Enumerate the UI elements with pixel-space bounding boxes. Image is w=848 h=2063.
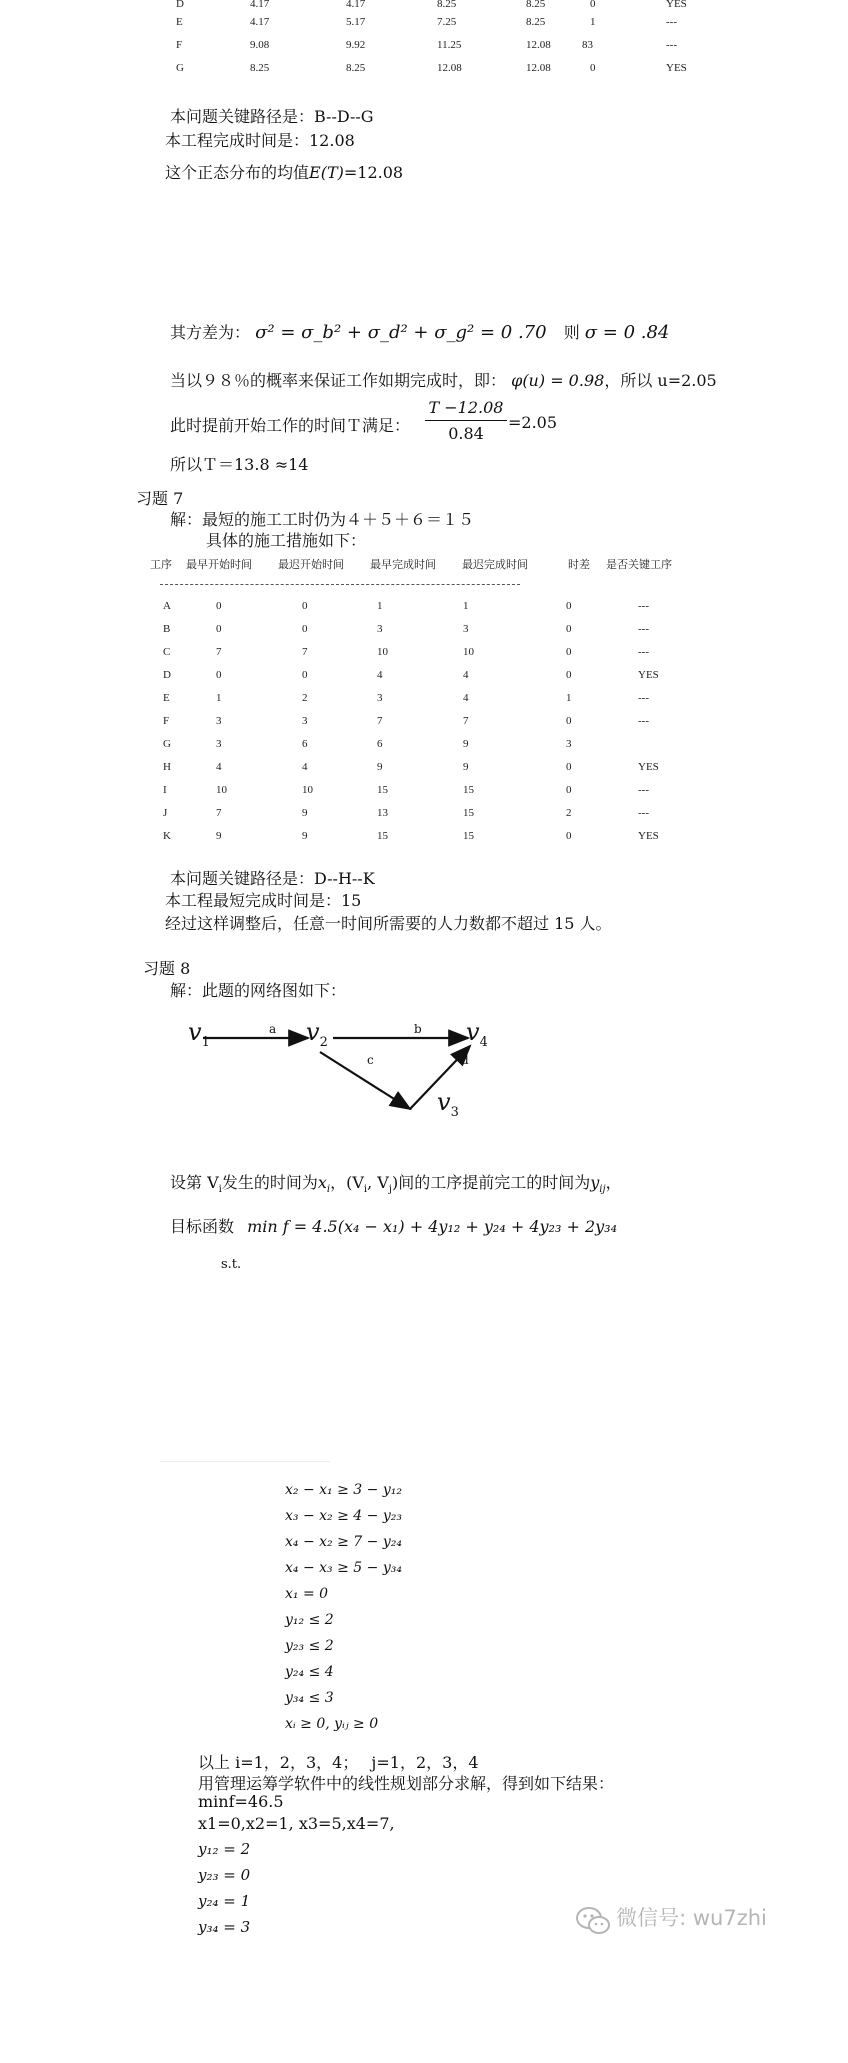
table-cell: 3	[216, 715, 222, 727]
completion-time-line: 本工程完成时间是：12.08	[165, 131, 355, 150]
subject-to: s.t.	[221, 1257, 242, 1272]
constraint: x₄ − x₂ ≥ 7 − y₂₄	[285, 1534, 402, 1550]
table-cell: 7	[216, 646, 222, 658]
table-cell: 7	[216, 807, 222, 819]
table-cell: 15	[463, 830, 474, 842]
table-cell: 4	[463, 692, 469, 704]
table-cell: 8.25	[526, 0, 546, 10]
table-cell: 9	[216, 830, 222, 842]
table-cell: 4.17	[346, 0, 366, 10]
table-cell: 0	[216, 623, 222, 635]
problem-7-solution: 解：最短的施工工时仍为４＋５＋６＝１５	[170, 510, 475, 529]
table-cell: E	[176, 16, 183, 28]
problem-8-intro: 解：此题的网络图如下：	[170, 981, 347, 1000]
y-result: y₂₃ = 0	[198, 1866, 251, 1884]
table-cell: 10	[377, 646, 388, 658]
table-cell: ---	[666, 39, 677, 51]
table-cell: 9	[302, 807, 308, 819]
table-header: 时差	[568, 559, 590, 571]
table-cell: B	[163, 623, 171, 635]
table-cell: 1	[377, 600, 383, 612]
table-cell: C	[163, 646, 171, 658]
variance-expr: σ² = σ_b² + σ_d² + σ_g² = 0 .70	[255, 322, 547, 343]
table-cell: 3	[216, 738, 222, 750]
table-cell: ---	[638, 646, 649, 658]
variance-line: 其方差为： σ² = σ_b² + σ_d² + σ_g² = 0 .70 则 σ = 0 .84	[170, 322, 670, 343]
table-cell: 1	[216, 692, 222, 704]
table-cell: G	[163, 738, 171, 750]
problem-7-measures: 具体的施工措施如下：	[206, 531, 367, 550]
table-cell: 4.17	[250, 0, 270, 10]
table-cell: 0	[566, 784, 572, 796]
table-cell: YES	[638, 761, 659, 773]
table-cell: 0	[566, 623, 572, 635]
table-cell: 2	[302, 692, 308, 704]
wechat-icon	[575, 1906, 611, 1936]
constraint: y₃₄ ≤ 3	[285, 1690, 334, 1706]
p7-shortest-time: 本工程最短完成时间是：15	[165, 891, 362, 910]
objective-expr: min f = 4.5(x₄ − x₁) + 4y₁₂ + y₂₄ + 4y₂₃ + 2y₃₄	[247, 1217, 617, 1236]
table-cell: 9	[377, 761, 383, 773]
constraint: xᵢ ≥ 0, yᵢⱼ ≥ 0	[285, 1716, 379, 1732]
mean-expr: E(T)	[309, 163, 344, 182]
table-cell: ---	[638, 784, 649, 796]
y-result: y₁₂ = 2	[198, 1840, 251, 1858]
table-cell: 3	[463, 623, 469, 635]
table-cell: 0	[566, 669, 572, 681]
y-result: y₂₄ = 1	[198, 1892, 251, 1910]
table-cell: 10	[302, 784, 313, 796]
table-cell: 4	[302, 761, 308, 773]
table-cell: 7	[463, 715, 469, 727]
therefore-line: 所以Ｔ＝13.8 ≈14	[170, 455, 309, 474]
indices-line: 以上 i=1，2，3，4； j=1，2，3，4	[198, 1753, 479, 1772]
table-cell: ---	[666, 16, 677, 28]
table-cell: I	[163, 784, 167, 796]
table-cell: 6	[302, 738, 308, 750]
table-cell: 9.08	[250, 39, 270, 51]
fraction-result: =2.05	[508, 413, 558, 432]
table-cell: 4	[377, 669, 383, 681]
table-cell: 10	[463, 646, 474, 658]
probability-line: 当以９８％的概率来保证工作如期完成时，即： φ(u) = 0.98，所以 u=2.05	[170, 371, 717, 390]
table-header: 是否关键工序	[606, 559, 672, 571]
edge-b-label: b	[414, 1022, 422, 1036]
table-cell: 8.25	[346, 62, 366, 74]
table-cell: 15	[463, 784, 474, 796]
table-cell: 0	[566, 715, 572, 727]
table-cell: A	[163, 600, 171, 612]
table-cell: 0	[216, 600, 222, 612]
table-cell: 0	[566, 761, 572, 773]
table-cell: ---	[638, 715, 649, 727]
table-header: 最早开始时间	[186, 559, 252, 571]
table-cell: 0	[302, 669, 308, 681]
table-cell: D	[163, 669, 171, 681]
table-header: 最迟开始时间	[278, 559, 344, 571]
table-cell: ---	[638, 623, 649, 635]
table-cell: 8.25	[437, 0, 457, 10]
table-cell: G	[176, 62, 184, 74]
table-cell: 5.17	[346, 16, 366, 28]
p7-adjust-note: 经过这样调整后，任意一时间所需要的人力数都不超过 15 人。	[165, 914, 612, 933]
constraint: y₂₃ ≤ 2	[285, 1638, 334, 1654]
table-cell: 2	[566, 807, 572, 819]
edge-a-label: a	[269, 1022, 277, 1036]
table-cell: 12.08	[437, 62, 462, 74]
table-cell: YES	[638, 830, 659, 842]
constraint: x₁ = 0	[285, 1586, 329, 1602]
table-cell: K	[163, 830, 171, 842]
table-cell: 1	[566, 692, 572, 704]
table-cell: J	[163, 807, 168, 819]
minf-result: minf=46.5	[198, 1792, 284, 1811]
advance-time-line: 此时提前开始工作的时间Ｔ满足：	[170, 416, 411, 435]
table-header: 最早完成时间	[370, 559, 436, 571]
y-result: y₃₄ = 3	[198, 1918, 251, 1936]
table-cell: 7.25	[437, 16, 457, 28]
x-results: x1=0,x2=1, x3=5,x4=7,	[198, 1814, 395, 1833]
node-v4: $v_4$	[466, 1018, 488, 1050]
problem-7-heading: 习题 7	[136, 489, 184, 508]
table-cell: F	[176, 39, 183, 51]
table-cell: 0	[216, 669, 222, 681]
table-cell: 8.25	[250, 62, 270, 74]
table-header: 最迟完成时间	[462, 559, 528, 571]
problem-8-heading: 习题 8	[143, 959, 191, 978]
table-cell: 10	[216, 784, 227, 796]
table-cell: 15	[463, 807, 474, 819]
table-cell: 15	[377, 784, 388, 796]
table-cell: 1	[463, 600, 469, 612]
table-cell: YES	[638, 669, 659, 681]
table-cell: 12.08	[526, 62, 551, 74]
phi-expr: φ(u) = 0.98	[511, 371, 605, 390]
edge-d-label: d	[461, 1053, 469, 1067]
table-cell: 0	[590, 0, 596, 10]
table-header: 工序	[150, 559, 172, 571]
table-divider	[160, 584, 520, 585]
table-cell: YES	[666, 0, 687, 10]
sigma-expr: σ = 0 .84	[584, 322, 670, 343]
table-cell: F	[163, 715, 170, 727]
fraction-numerator: T −12.08	[428, 398, 504, 417]
table-cell: 4.17	[250, 16, 270, 28]
edge-c-arrow	[320, 1052, 410, 1109]
fraction-denominator: 0.84	[448, 424, 484, 443]
table-cell: 0	[566, 600, 572, 612]
table-cell: 0	[566, 830, 572, 842]
constraint: x₂ − x₁ ≥ 3 − y₁₂	[285, 1482, 402, 1498]
table-cell: E	[163, 692, 170, 704]
table-cell: 83	[582, 39, 593, 51]
edge-c-label: c	[367, 1053, 374, 1067]
table-cell: ---	[638, 692, 649, 704]
node-v1: $v_1$	[188, 1018, 210, 1050]
table-cell: ---	[638, 807, 649, 819]
constraint: x₄ − x₃ ≥ 5 − y₃₄	[285, 1560, 402, 1576]
table-cell: ---	[638, 600, 649, 612]
table-cell: 3	[566, 738, 572, 750]
table-cell: 9	[463, 738, 469, 750]
assumption-line: 设第 $V_i$发生的时间为$x_i$，($V_i$, $V_j$)间的工序提前完工的时间为$y_{ij}$，	[170, 1173, 622, 1196]
table-cell: 1	[590, 16, 596, 28]
table-cell: 9.92	[346, 39, 366, 51]
table-cell: 4	[463, 669, 469, 681]
table-cell: 9	[463, 761, 469, 773]
table-cell: 0	[590, 62, 596, 74]
faint-divider	[160, 1461, 330, 1462]
fraction-bar	[425, 420, 507, 421]
node-v3: $v_3$	[437, 1088, 459, 1120]
constraint: x₃ − x₂ ≥ 4 − y₂₃	[285, 1508, 402, 1524]
table-cell: 7	[302, 646, 308, 658]
mean-line: 这个正态分布的均值E(T)=12.08	[165, 163, 404, 182]
table-cell: 11.25	[437, 39, 462, 51]
table-cell: 3	[377, 623, 383, 635]
table-cell: 8.25	[526, 16, 546, 28]
p7-critical-path: 本问题关键路径是：D--H--K	[170, 869, 375, 888]
software-line: 用管理运筹学软件中的线性规划部分求解，得到如下结果：	[198, 1774, 615, 1793]
table-cell: 3	[377, 692, 383, 704]
constraint: y₂₄ ≤ 4	[285, 1664, 334, 1680]
table-cell: 13	[377, 807, 388, 819]
node-v2: $v_2$	[306, 1018, 328, 1050]
table-cell: 4	[216, 761, 222, 773]
table-cell: H	[163, 761, 171, 773]
table-cell: 0	[302, 600, 308, 612]
watermark-text: 微信号: wu7zhi	[616, 1906, 767, 1930]
objective-line: 目标函数 min f = 4.5(x₄ − x₁) + 4y₁₂ + y₂₄ + 4y₂₃ + 2y₃₄	[170, 1217, 617, 1236]
table-cell: 7	[377, 715, 383, 727]
critical-path-line: 本问题关键路径是：B--D--G	[170, 107, 374, 126]
watermark	[575, 1902, 767, 1936]
table-cell: YES	[666, 62, 687, 74]
table-cell: 3	[302, 715, 308, 727]
table-cell: 12.08	[526, 39, 551, 51]
constraint: y₁₂ ≤ 2	[285, 1612, 334, 1628]
table-cell: 0	[566, 646, 572, 658]
fraction	[425, 398, 507, 443]
table-cell: 0	[302, 623, 308, 635]
table-cell: 6	[377, 738, 383, 750]
table-cell: 9	[302, 830, 308, 842]
table-cell: 15	[377, 830, 388, 842]
table-cell: D	[176, 0, 184, 10]
